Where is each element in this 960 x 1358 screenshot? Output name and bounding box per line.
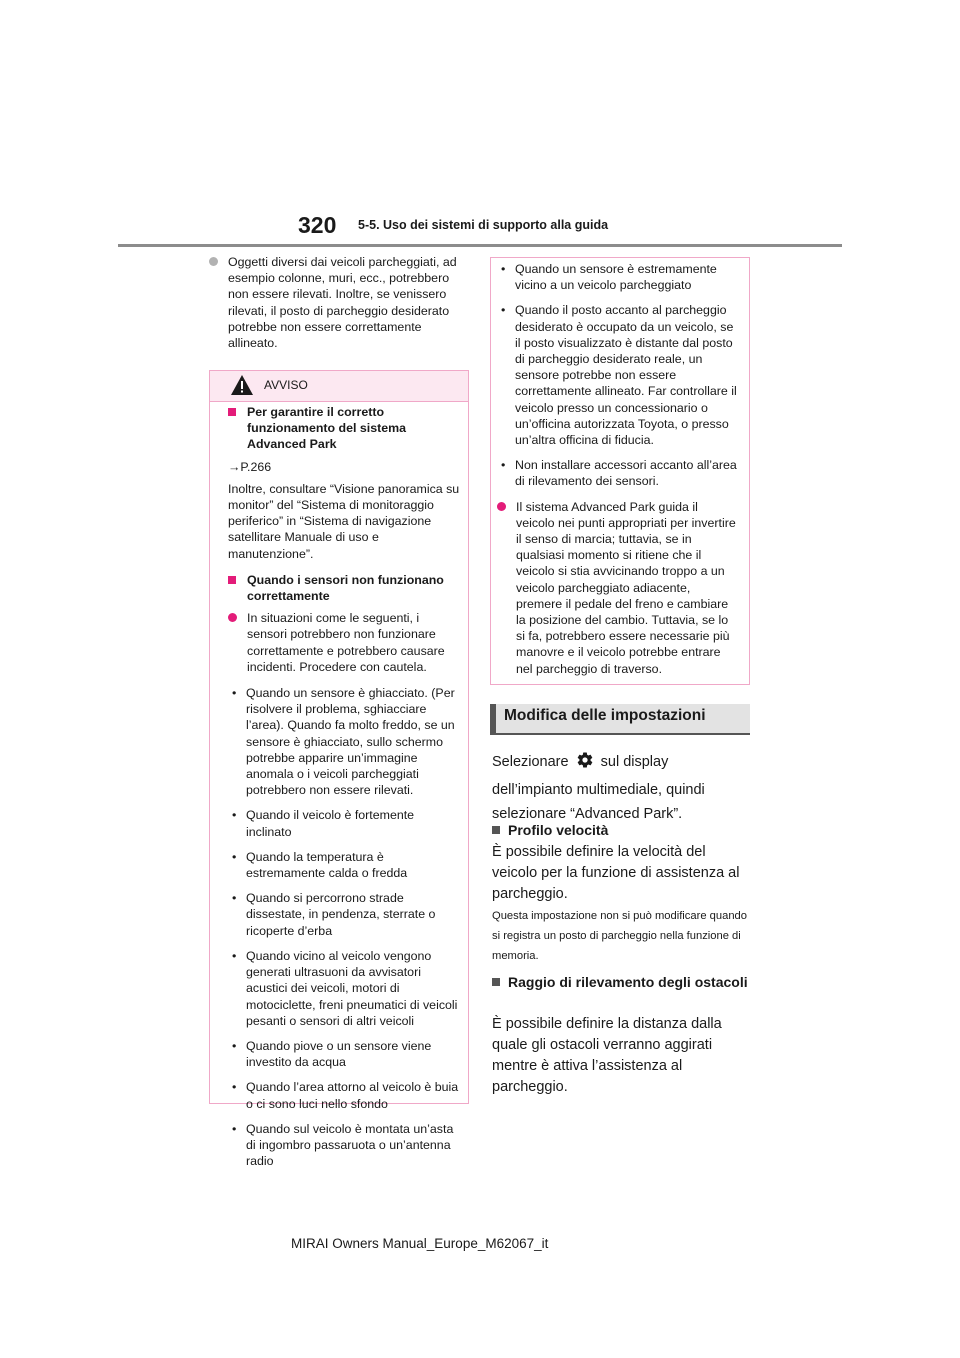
warning-heading-1: Per garantire il corretto funzionamento del sistema Advanced Park [247, 405, 407, 452]
footer: MIRAI Owners Manual_Europe_M62067_it [291, 1236, 549, 1251]
section-heading-rule [490, 733, 750, 735]
list-item: • Quando sul veicolo è montata un’asta di ingombro passaruota o un’antenna radio [232, 1121, 454, 1169]
warning-bullet: In situazioni come le seguenti, i sensori potrebbero non funzionare correttamente e potrebbero causare incidenti. Procedere con cautela. [247, 611, 445, 674]
pink-square-icon [228, 576, 236, 584]
pink-bullet-icon [228, 613, 237, 622]
section-heading: Modifica delle impostazioni [504, 707, 706, 724]
warning-content-continued [497, 261, 739, 677]
page-reference: →P.266 [228, 459, 272, 474]
gray-square-icon [492, 826, 500, 834]
warning-content [228, 404, 460, 1178]
header-rule [118, 244, 842, 247]
warning-heading-2: Quando i sensori non funzionano correttamente [247, 572, 444, 604]
speed-profile-note: Questa impostazione non si può modificare quando si registra un posto di parcheggio nella funzione di memoria. [492, 910, 747, 962]
warning-label: AVVISO [264, 378, 308, 392]
warning-list [228, 685, 460, 1169]
speed-profile-text: È possibile definire la velocità del veicolo per la funzione di assistenza al parcheggio. [492, 844, 740, 902]
speed-profile-heading: Profilo velocità [492, 822, 608, 838]
list-item: • Quando si percorrono strade dissestate, in pendenza, sterrate o ricoperte d’erba [232, 891, 436, 938]
detection-range-text: È possibile definire la distanza dalla quale gli ostacoli verranno aggirati mentre è attiva l’assistenza al parcheggio. [492, 1016, 722, 1095]
intro-bullet [209, 254, 467, 351]
gray-bullet-icon [209, 257, 218, 266]
settings-intro: Selezionare sul display dell’impianto multimediale, quindi selezionare “Advanced Park”. [492, 750, 754, 826]
list-item: • Quando vicino al veicolo vengono generati ultrasuoni da avvisatori acustici dei veicoli, motori di motociclette, freni pneumatici di veicoli pesanti o sensori di altri veicoli [232, 948, 458, 1028]
list-item: • Quando piove o un sensore viene investito da acqua [232, 1038, 432, 1070]
pink-square-icon [228, 408, 236, 416]
detection-range-heading: Raggio di rilevamento degli ostacoli [492, 972, 750, 992]
list-item: • Quando un sensore è estremamente vicino a un veicolo parcheggiato [501, 262, 717, 293]
gray-square-icon [492, 978, 500, 986]
warning-paragraph: Inoltre, consultare “Visione panoramica su monitor” del “Sistema di monitoraggio periferico” in “Sistema di navigazione satellitare Manuale di uso e manutenzione”. [228, 481, 460, 561]
list-item: • Quando il veicolo è fortemente inclinato [232, 808, 415, 839]
page-number: 320 [298, 212, 337, 238]
list-item: • Quando il posto accanto al parcheggio desiderato è occupato da un veicolo, se il posto visualizzato è distante dal posto di parcheggio desiderato reale, un sensore potrebbe non essere correttamente allineato. Far controllare il veicolo presso un concessionario o un’officina autorizzata Toyota, o presso un’altra officina di fiducia. [501, 303, 737, 448]
list-item: • Quando l’area attorno al veicolo è buia o ci sono luci nello sfondo [232, 1080, 459, 1111]
warning-bullet: Il sistema Advanced Park guida il veicolo nei punti appropriati per invertire il senso di marcia; tuttavia, se in qualsiasi momento si ritiene che il veicolo si stia avvicinando troppo a un veicolo parcheggiato adiacente, premere il pedale del freno e cambiare la posizione del cambio. Tuttavia, se lo si fa, potrebbero essere necessarie più manovre e il veicolo potrebbe entrare nel parcheggio di traverso. [516, 499, 736, 676]
pink-bullet-icon [497, 502, 506, 511]
gear-icon [576, 751, 594, 769]
list-item: • Quando un sensore è ghiacciato. (Per risolvere il problema, sghiacciare l’area). Quando fa molto freddo, se un sensore è ghiacciato, sullo schermo potrebbe apparire un’immagine anomala o i veicoli parcheggiati potrebbero non essere rilevati. [232, 686, 455, 798]
section-title: 5-5. Uso dei sistemi di supporto alla guida [358, 218, 609, 232]
intro-text: Oggetti diversi dai veicoli parcheggiati, ad esempio colonne, muri, ecc., potrebbero non essere rilevati. Inoltre, se venissero rilevati, il posto di parcheggio desiderato potrebbe non essere correttamente allineato. [228, 255, 457, 351]
warning-triangle-icon [230, 374, 254, 396]
list-item: • Quando la temperatura è estremamente calda o fredda [232, 849, 408, 881]
list-item: • Non installare accessori accanto all’area di rilevamento dei sensori. [501, 458, 737, 489]
